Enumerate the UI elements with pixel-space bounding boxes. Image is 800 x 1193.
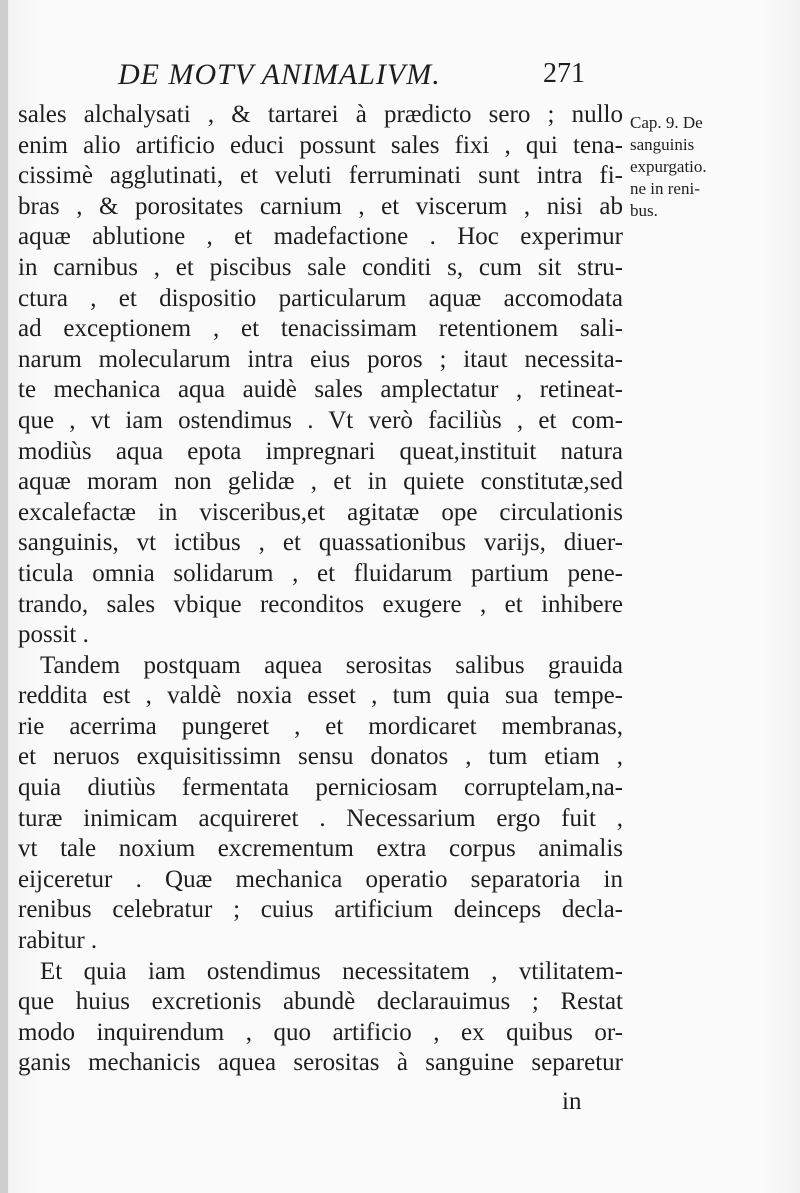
page-gutter-shadow	[0, 0, 8, 1193]
text-line: vt tale noxium excrementum extra corpus animalis	[18, 835, 623, 863]
text-line: modiùs aqua epota impregnari queat,instituit natura	[18, 437, 623, 465]
text-line: enim alio artificio educi possunt sales fixi , qui tena-	[18, 131, 623, 159]
catchword: in	[562, 1088, 582, 1115]
text-line: possit .	[18, 621, 89, 649]
text-line: bras , & porositates carnium , et viscerum , nisi ab	[18, 192, 623, 220]
text-line: et neruos exquisitissimn sensu donatos , tum etiam ,	[18, 743, 623, 771]
page-header	[118, 58, 618, 98]
text-line: quia diutiùs fermentata perniciosam corruptelam,na-	[18, 774, 623, 802]
margin-note-line: ne in reni-	[630, 179, 700, 198]
body-text	[18, 100, 623, 1079]
text-line: que huius excretionis abundè declarauimus ; Restat	[18, 988, 623, 1016]
page-number: 271	[543, 58, 585, 89]
text-line: ad exceptionem , et tenacissimam retentionem sali-	[18, 315, 623, 343]
text-line: ticula omnia solidarum , et fluidarum partium pene-	[18, 559, 623, 587]
text-line: ganis mechanicis aquea serositas à sanguine separetur	[18, 1049, 623, 1077]
text-line: turæ inimicam acquireret . Necessarium ergo fuit ,	[18, 804, 623, 832]
text-line: trando, sales vbique reconditos exugere , et inhibere	[18, 590, 623, 618]
running-title: DE MOTV ANIMALIVM.	[118, 58, 441, 91]
text-line: ctura , et dispositio particularum aquæ accomodata	[18, 284, 623, 312]
text-line: sanguinis, vt ictibus , et quassationibus varijs, diuer-	[18, 529, 623, 557]
margin-note-line: sanguinis	[630, 135, 695, 154]
text-line: renibus celebratur ; cuius artificium deinceps decla-	[18, 896, 623, 924]
text-line: Tandem postquam aquea serositas salibus grauida	[40, 651, 623, 679]
text-line: eijceretur . Quæ mechanica operatio separatoria in	[18, 865, 623, 893]
text-line: rabitur .	[18, 927, 98, 955]
text-line: aquæ ablutione , et madefactione . Hoc experimur	[18, 223, 623, 251]
text-line: te mechanica aqua auidè sales amplectatur , retineat-	[18, 376, 623, 404]
text-line: Et quia iam ostendimus necessitatem , vtilitatem-	[40, 957, 623, 985]
margin-note	[630, 112, 795, 222]
margin-note-line: Cap. 9. De	[630, 113, 703, 132]
text-line: excalefactæ in visceribus,et agitatæ ope circulationis	[18, 498, 623, 526]
margin-note-line: bus.	[630, 201, 658, 220]
text-line: aquæ moram non gelidæ , et in quiete constitutæ,sed	[18, 468, 623, 496]
text-line: que , vt iam ostendimus . Vt verò faciliùs , et com-	[18, 406, 623, 434]
text-line: rie acerrima pungeret , et mordicaret membranas,	[18, 712, 623, 740]
margin-note-line: expurgatio.	[630, 157, 707, 176]
text-line: cissimè agglutinati, et veluti ferruminati sunt intra fi-	[18, 162, 623, 190]
text-line: modo inquirendum , quo artificio , ex quibus or-	[18, 1018, 623, 1046]
text-line: in carnibus , et piscibus sale conditi s, cum sit stru-	[18, 253, 623, 281]
text-line: sales alchalysati , & tartarei à prædicto sero ; nullo	[18, 101, 623, 128]
text-line: narum molecularum intra eius poros ; itaut necessita-	[18, 345, 623, 373]
text-line: reddita est , valdè noxia esset , tum quia sua tempe-	[18, 682, 623, 710]
